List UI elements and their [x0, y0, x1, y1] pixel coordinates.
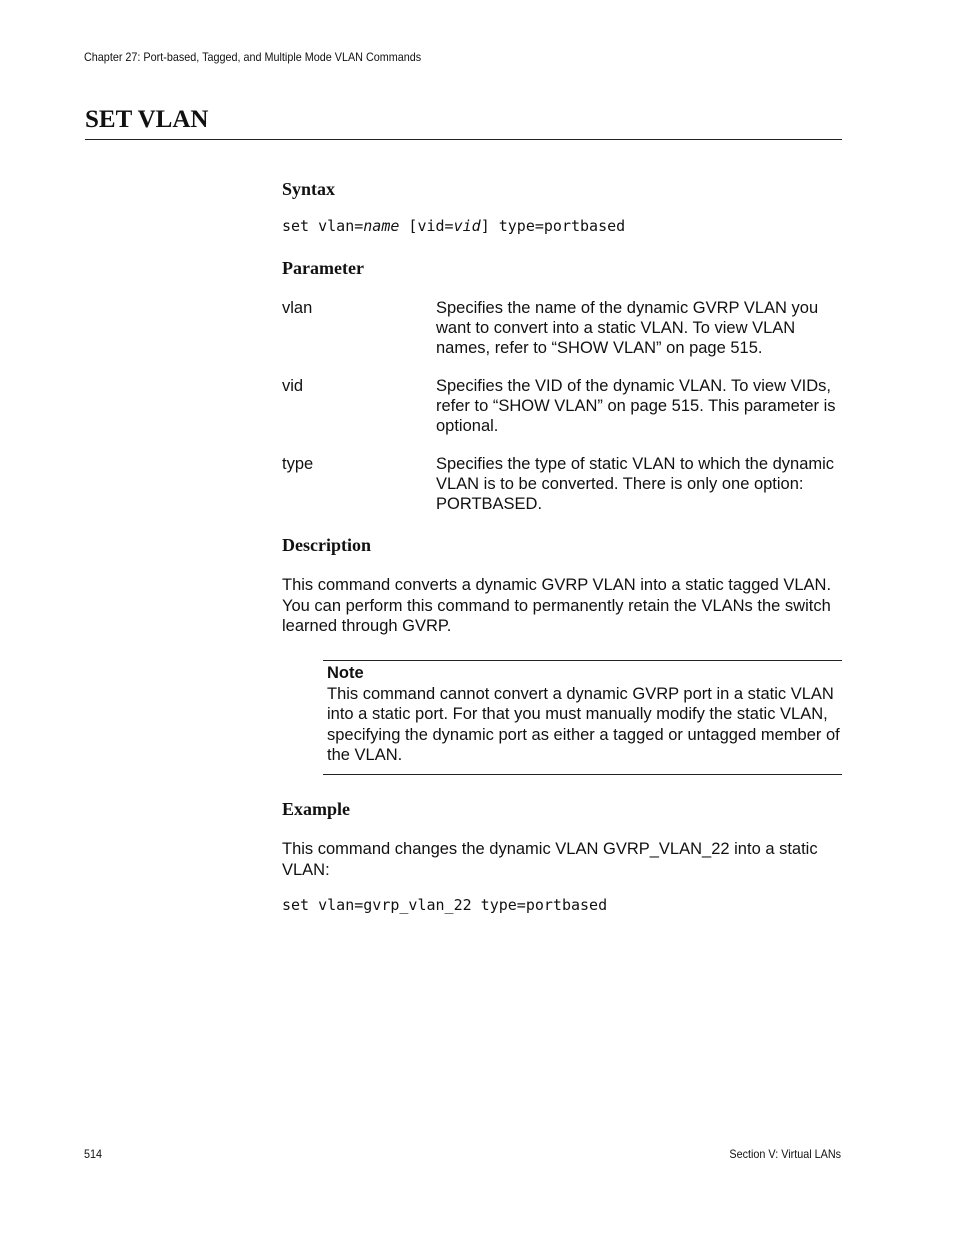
example-heading: Example	[282, 799, 351, 819]
parameter-description: Specifies the type of static VLAN to which the dynamic VLAN is to be converted. There is only one option: PORTBASED.	[436, 455, 835, 513]
title-divider	[85, 139, 842, 140]
syntax-heading: Syntax	[282, 179, 336, 199]
syntax-suffix: ] type=portbased	[480, 217, 626, 235]
running-header: Chapter 27: Port-based, Tagged, and Multiple Mode VLAN Commands	[84, 50, 422, 64]
parameter-heading: Parameter	[282, 258, 364, 278]
parameter-name: vlan	[282, 299, 313, 317]
example-code: set vlan=gvrp_vlan_22 type=portbased	[282, 896, 608, 914]
page-title: SET VLAN	[85, 106, 209, 133]
syntax-prefix: set vlan=	[282, 217, 364, 235]
parameter-name: type	[282, 455, 314, 473]
syntax-name-variable: name	[363, 217, 400, 235]
note-label: Note	[327, 664, 364, 682]
syntax-mid: [vid=	[399, 217, 454, 235]
parameter-name: vid	[282, 377, 304, 395]
example-text: This command changes the dynamic VLAN GVRP_VLAN_22 into a static VLAN:	[282, 840, 818, 879]
footer-section: Section V: Virtual LANs	[729, 1147, 841, 1161]
note-text: This command cannot convert a dynamic GVRP port in a static VLAN into a static port. For that you must manually modify the static VLAN, specifying the dynamic port as either a tagged or untagged member of the VLAN.	[327, 684, 840, 764]
syntax-vid-variable: vid	[453, 217, 481, 235]
parameter-description: Specifies the VID of the dynamic VLAN. To view VIDs, refer to “SHOW VLAN” on page 515. This parameter is optional.	[436, 377, 836, 435]
syntax-code	[282, 217, 625, 235]
note-box	[323, 660, 842, 775]
page-number: 514	[84, 1147, 103, 1161]
description-text: This command converts a dynamic GVRP VLAN into a static tagged VLAN. You can perform this command to permanently retain the VLANs the switch learned through GVRP.	[282, 576, 832, 635]
description-heading: Description	[282, 535, 371, 555]
parameter-description: Specifies the name of the dynamic GVRP VLAN you want to convert into a static VLAN. To view VLAN names, refer to “SHOW VLAN” on page 515.	[436, 299, 819, 357]
